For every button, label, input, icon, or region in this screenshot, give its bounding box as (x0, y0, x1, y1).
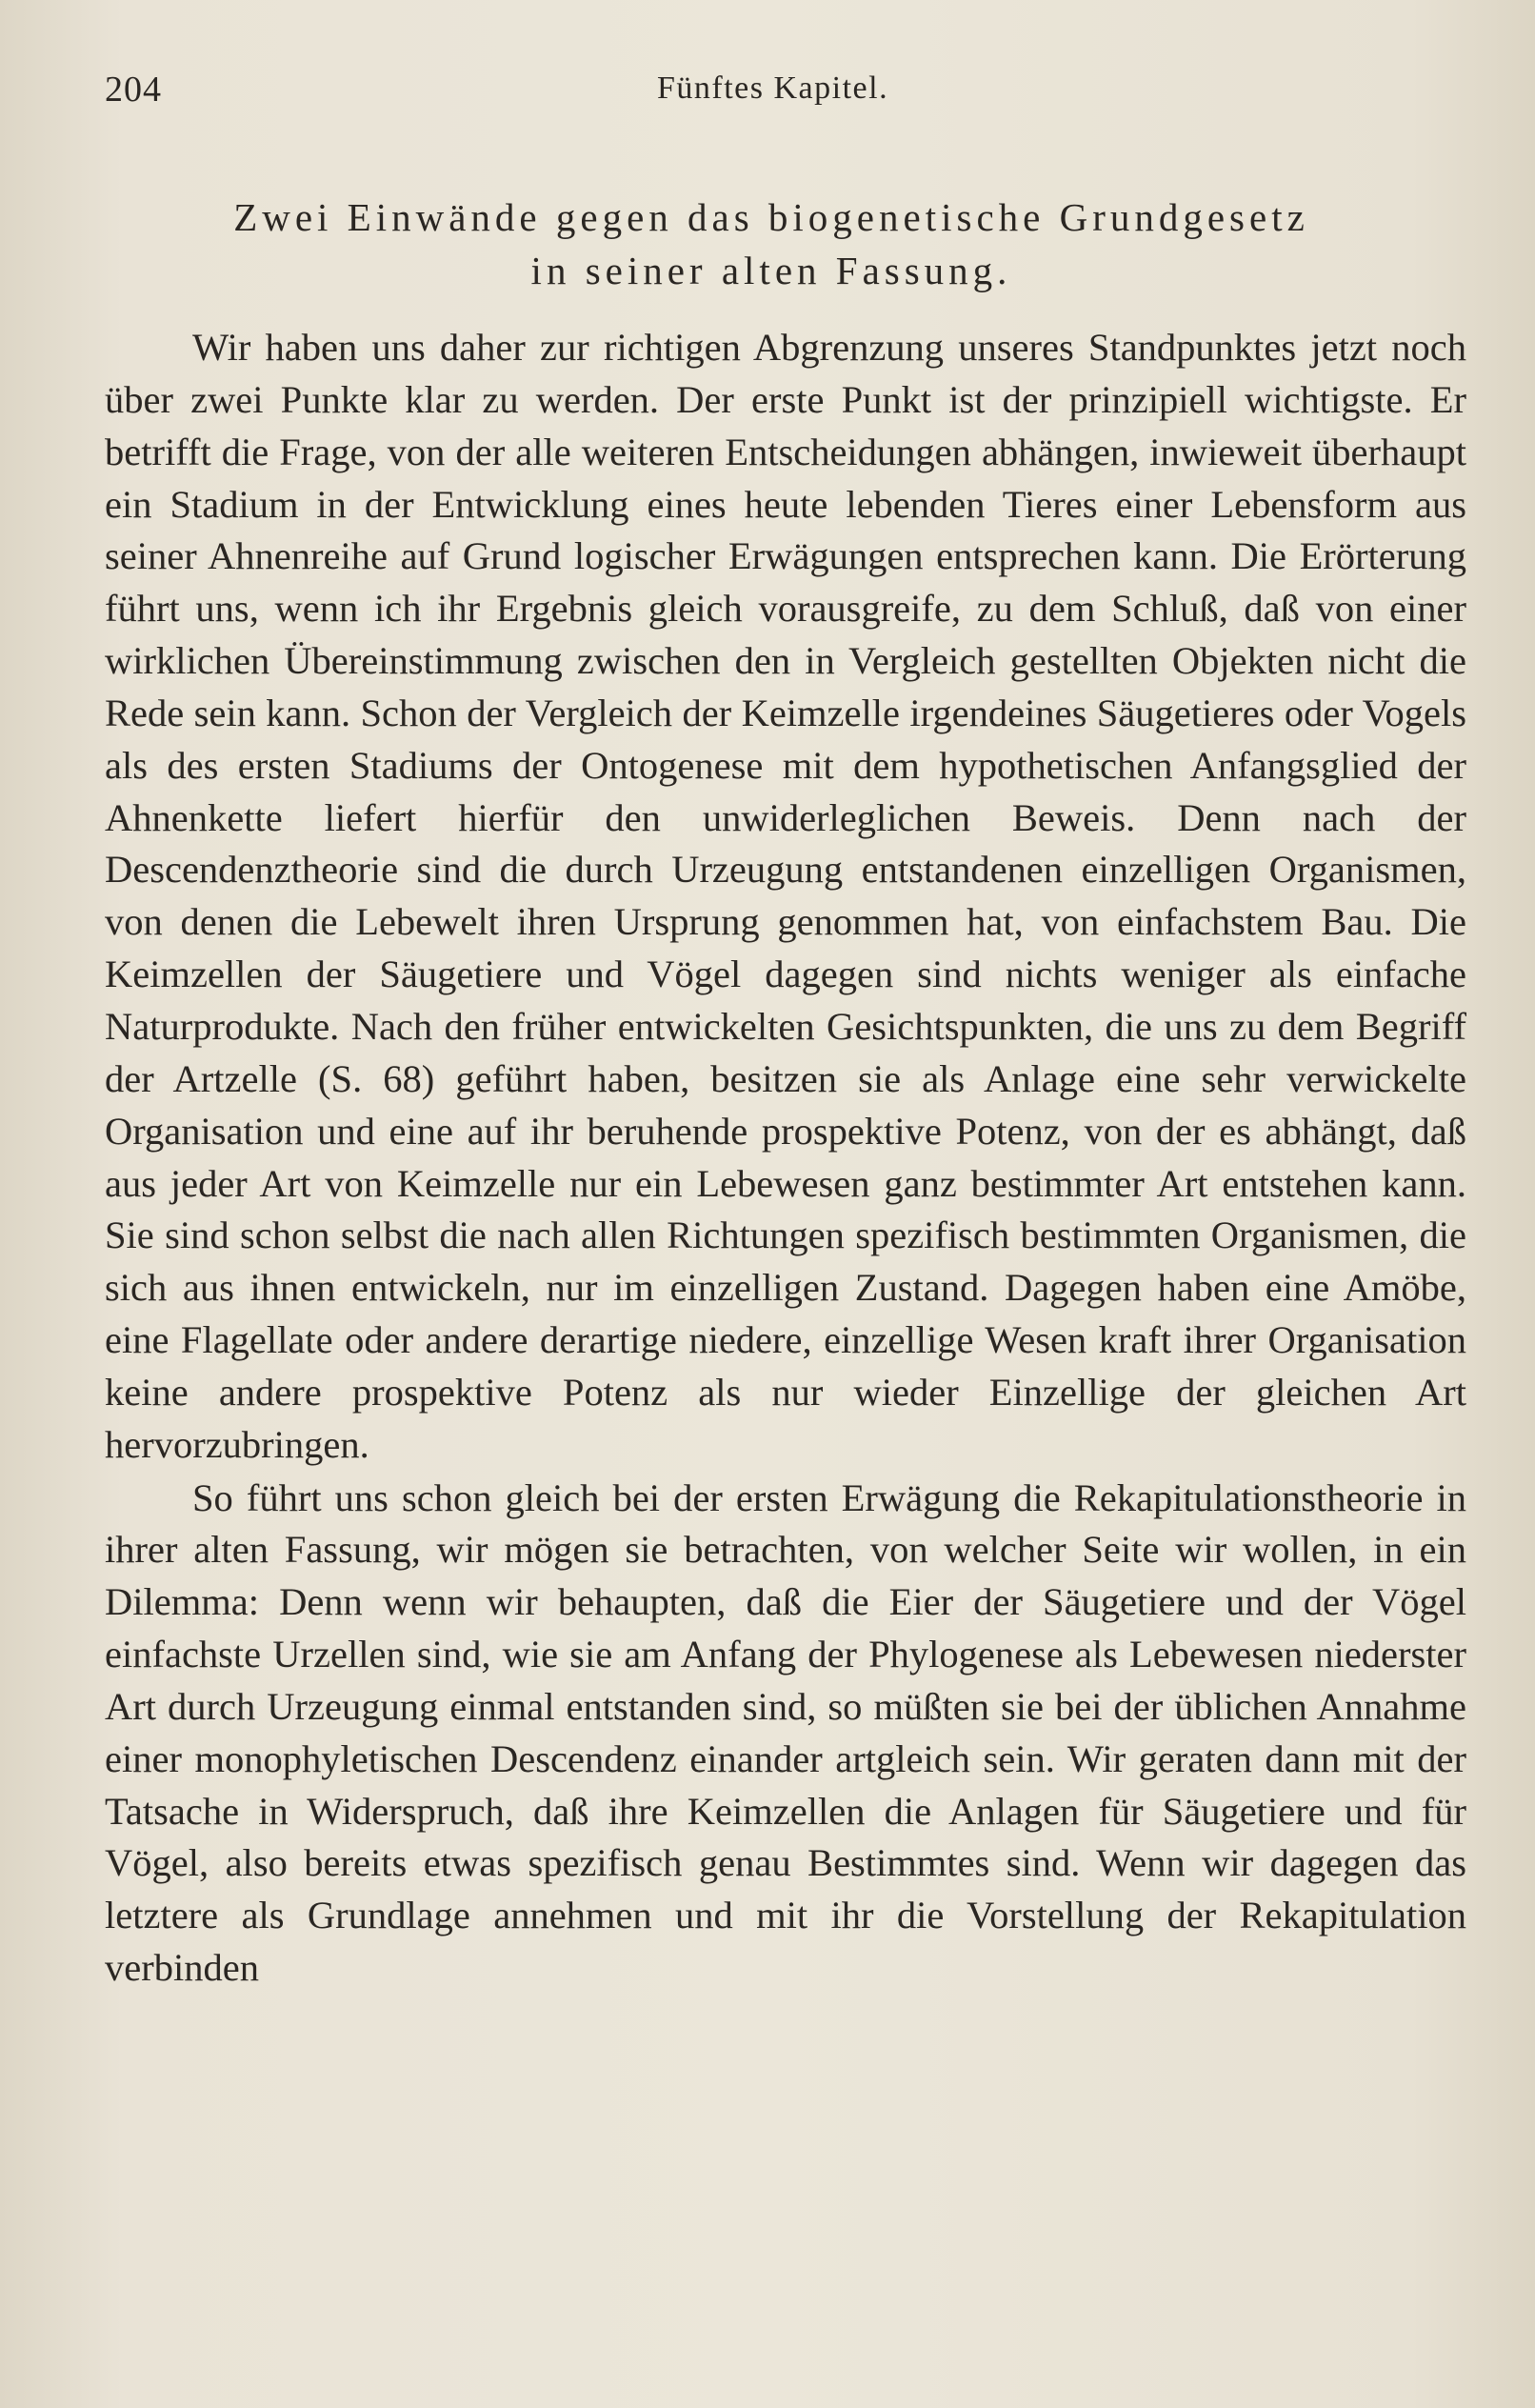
running-head (105, 69, 1438, 116)
page-number: 204 (105, 70, 162, 110)
chapter-title: Fünftes Kapitel. (657, 70, 889, 106)
section-heading-line-2: in seiner alten Fassung. (530, 249, 1012, 292)
section-heading-line-1: Zwei Einwände gegen das biogenetische Grundgesetz (233, 195, 1309, 239)
body-text (105, 322, 1466, 1995)
paragraph-1: Wir haben uns daher zur richtigen Abgrenzung unseres Standpunktes jetzt noch über zwei Punkte klar zu werden. Der erste Punkt ist der prinzipiell wichtigste. Er betrifft die Frage, von der alle weiteren Entscheidungen abhängen, inwieweit überhaupt ein Stadium in der Entwicklung eines heute lebenden Tieres einer Lebensform aus seiner Ahnenreihe auf Grund logischer Erwägungen entsprechen kann. Die Erörterung führt uns, wenn ich ihr Ergebnis gleich vorausgreife, zu dem Schluß, daß von einer wirklichen Übereinstimmung zwischen den in Vergleich gestellten Objekten nicht die Rede sein kann. Schon der Vergleich der Keimzelle irgendeines Säugetieres oder Vogels als des ersten Stadiums der Ontogenese mit dem hypothetischen Anfangsglied der Ahnenkette liefert hierfür den unwiderleglichen Beweis. Denn nach der Descendenztheorie sind die durch Urzeugung entstandenen einzelligen Organismen, von denen die Lebewelt ihren Ursprung genommen hat, von einfachstem Bau. Die Keimzellen der Säugetiere und Vögel dagegen sind nichts weniger als einfache Naturprodukte. Nach den früher entwickelten Gesichtspunkten, die uns zu dem Begriff der Artzelle (S. 68) geführt haben, besitzen sie als Anlage eine sehr verwickelte Organisation und eine auf ihr beruhende prospektive Potenz, von der es abhängt, daß aus jeder Art von Keimzelle nur ein Lebewesen ganz bestimmter Art entstehen kann. Sie sind schon selbst die nach allen Richtungen spezifisch bestimmten Organismen, die sich aus ihnen entwickeln, nur im einzelligen Zustand. Dagegen haben eine Amöbe, eine Flagellate oder andere derartige niedere, einzellige Wesen kraft ihrer Organisation keine andere prospektive Potenz als nur wieder Einzellige der gleichen Art hervorzubringen. (105, 326, 1466, 1466)
section-heading (143, 191, 1400, 297)
paragraph-2: So führt uns schon gleich bei der ersten Erwägung die Rekapitulationstheorie in ihrer alten Fassung, wir mögen sie betrachten, von welcher Seite wir wollen, in ein Dilemma: Denn wenn wir behaupten, daß die Eier der Säugetiere und der Vögel einfachste Urzellen sind, wie sie am Anfang der Phylogenese als Lebewesen niederster Art durch Urzeugung einmal entstanden sind, so müßten sie bei der üblichen Annahme einer monophyletischen Descendenz einander artgleich sein. Wir geraten dann mit der Tatsache in Widerspruch, daß ihre Keimzellen die Anlagen für Säugetiere und für Vögel, also bereits etwas spezifisch genau Bestimmtes sind. Wenn wir dagegen das letztere als Grundlage annehmen und mit ihr die Vorstellung der Rekapitulation verbinden (105, 1475, 1466, 1990)
